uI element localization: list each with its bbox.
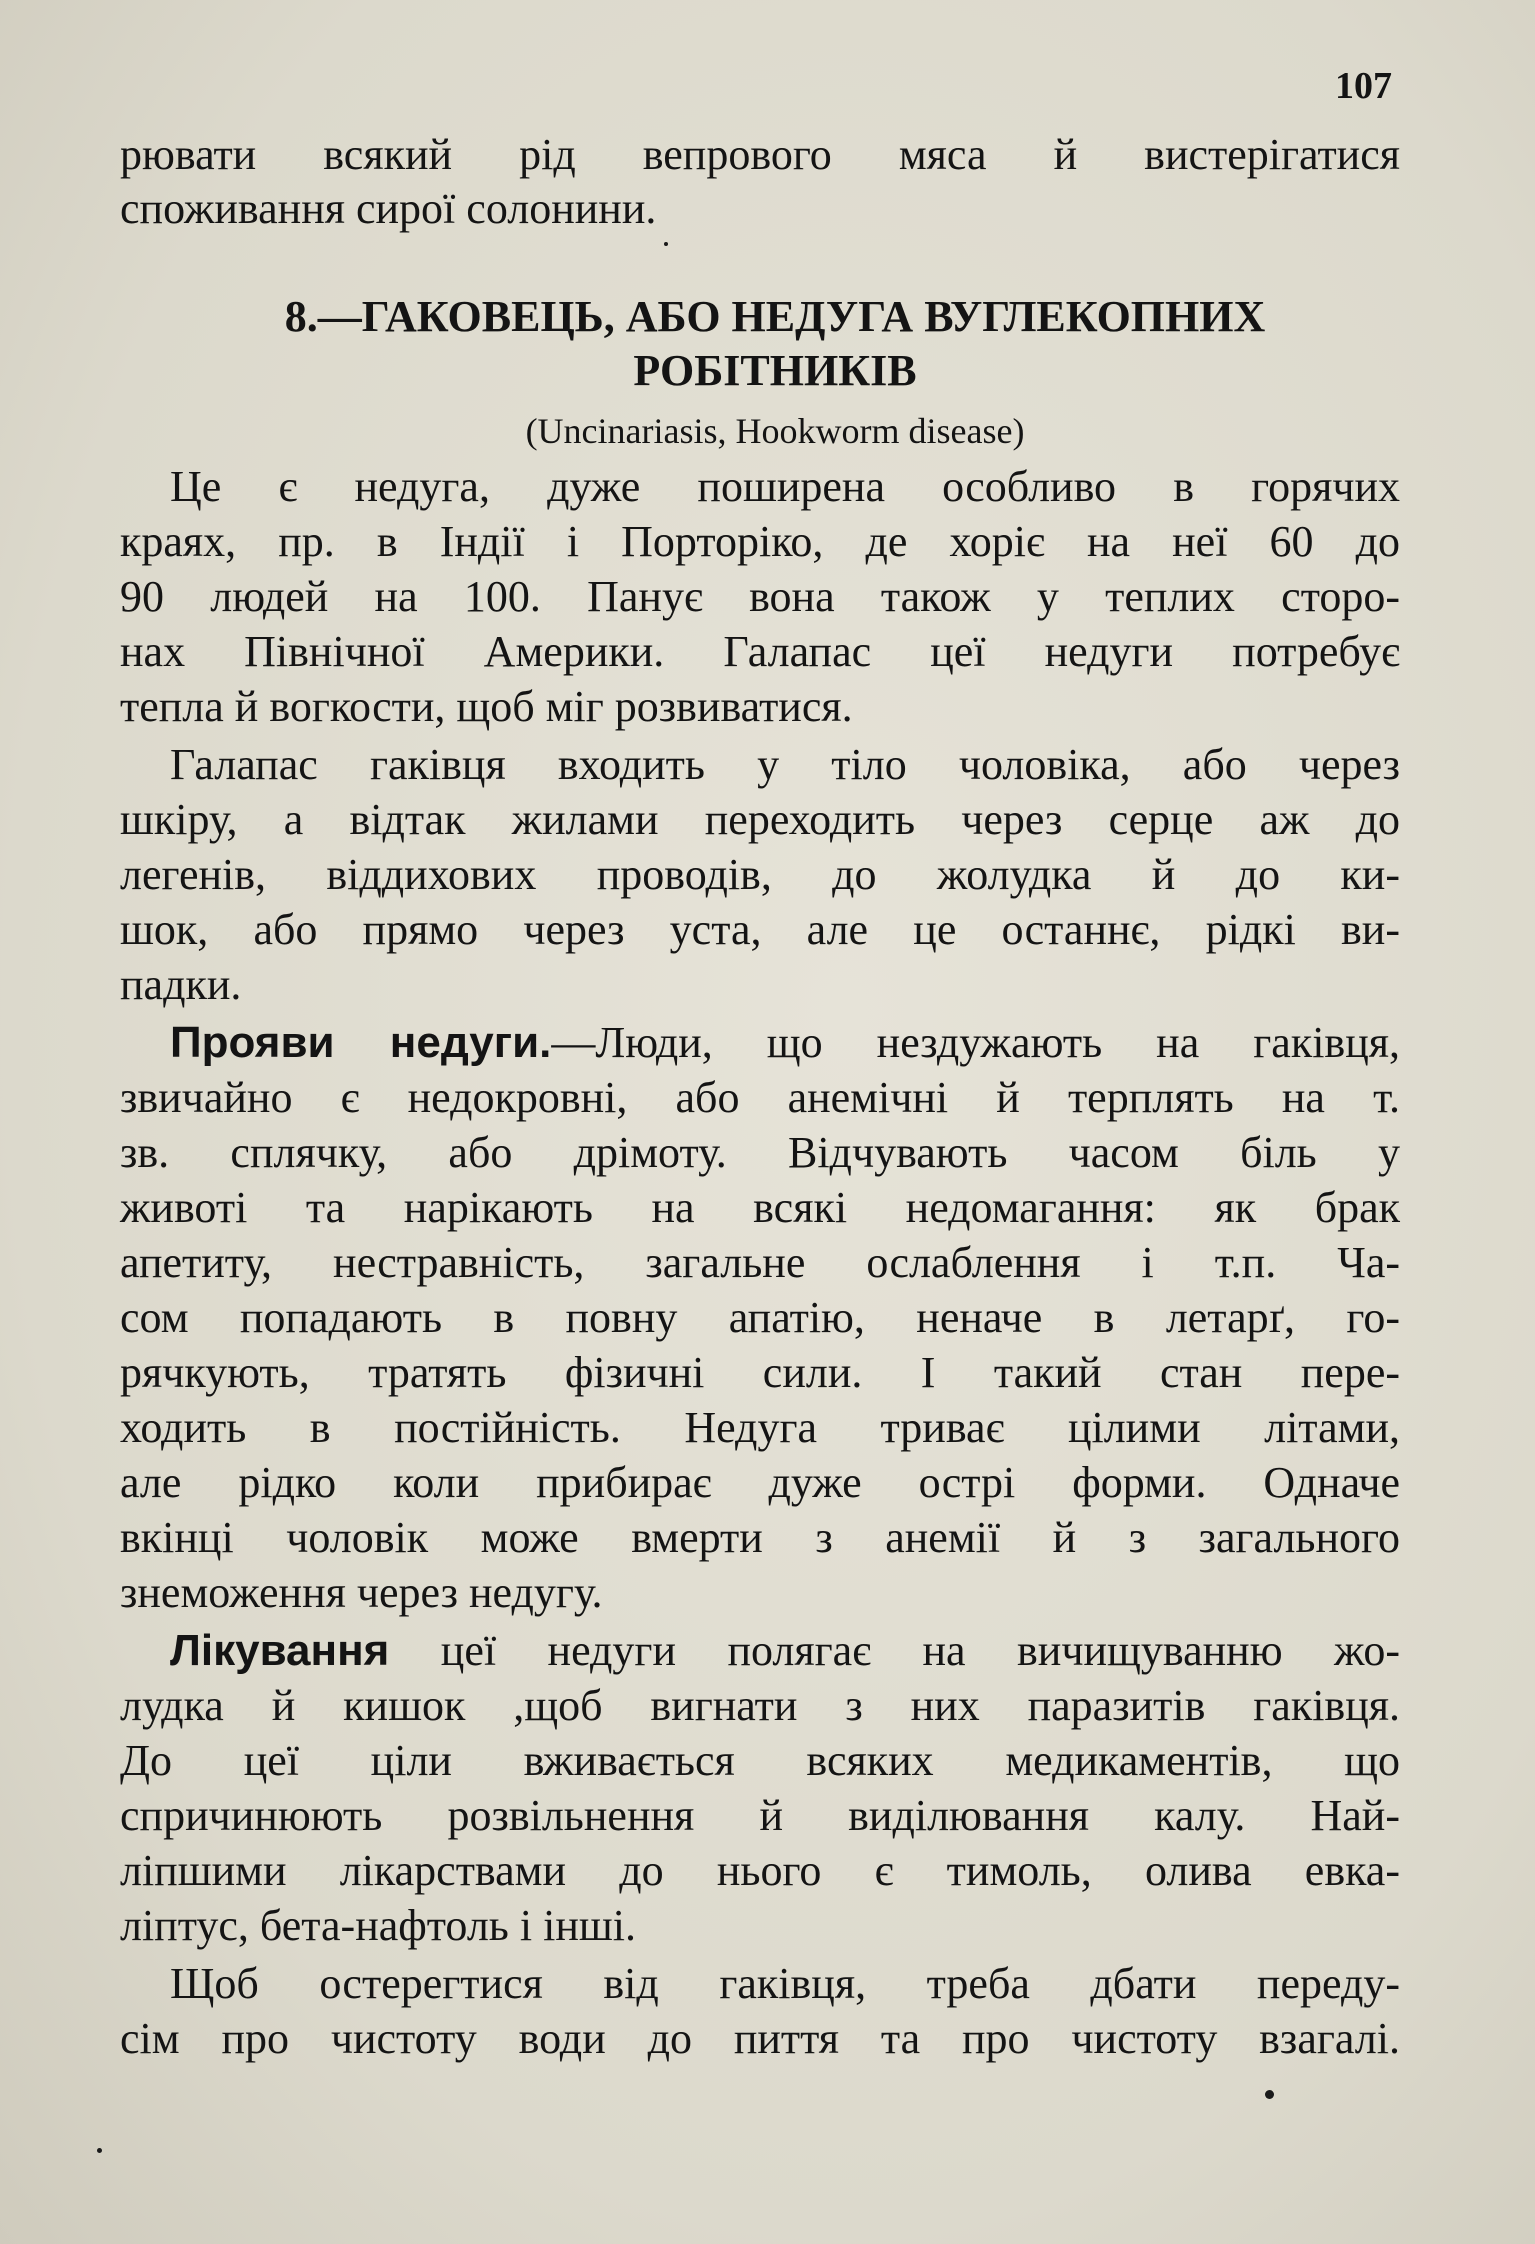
print-speck [97, 2148, 102, 2153]
text-line: але рідко коли прибирає дуже острі форми. Одначе [120, 1458, 1400, 1507]
text-line: тепла й вогкости, щоб міг розвиватися. [120, 682, 853, 731]
text-line: нах Північної Америки. Галапас цеї недуги потребує [120, 627, 1400, 676]
text-line [170, 1624, 1400, 1678]
text-line: легенів, віддихових проводів, до жолудка й до ки- [120, 850, 1400, 899]
text-line: Галапас гаківця входить у тіло чоловіка, або через [170, 740, 1400, 789]
inline-heading: Лікування [170, 1626, 390, 1675]
section-subtitle: (Uncinariasis, Hookworm disease) [525, 411, 1025, 451]
page-number: 107 [1335, 65, 1392, 107]
text-line: звичайно є недокровні, або анемічні й терплять на т. [120, 1073, 1400, 1122]
text-run: —Люди, що нездужають на гаківця, [551, 1018, 1400, 1067]
text-line: шок, або прямо через уста, але це останнє, рідкі ви- [120, 905, 1400, 954]
inline-heading: Прояви недуги. [170, 1018, 552, 1067]
text-line [170, 1016, 1400, 1070]
text-line: апетиту, нестравність, загальне ослаблення і т.п. Ча- [120, 1238, 1400, 1287]
text-line: краях, пр. в Індії і Порторіко, де хоріє на неї 60 до [120, 517, 1400, 566]
section-heading-line-2: РОБІТНИКІВ [633, 346, 917, 395]
text-line: спричинюють розвільнення й виділювання калу. Най- [120, 1791, 1400, 1840]
text-line: ходить в постійність. Недуга триває цілими літами, [120, 1403, 1400, 1452]
print-speck [664, 242, 668, 246]
text-run: цеї недуги полягає на вичищуванню жо- [389, 1626, 1400, 1675]
text-line: ліпшими лікарствами до нього є тимоль, олива евка- [120, 1846, 1400, 1895]
text-line: лудка й кишок ,щоб вигнати з них паразитів гаківця. [120, 1681, 1400, 1730]
text-line: Це є недуга, дуже поширена особливо в горячих [170, 462, 1400, 511]
text-line: животі та нарікають на всякі недомагання: як брак [120, 1183, 1400, 1232]
print-speck [1265, 2090, 1274, 2099]
text-line: шкіру, а відтак жилами переходить через серце аж до [120, 795, 1400, 844]
text-line: рювати всякий рід вепрового мяса й вистерігатися [120, 130, 1400, 179]
text-line: ліптус, бета-нафтоль і інші. [120, 1901, 636, 1950]
text-line: рячкують, тратять фізичні сили. І такий стан пере- [120, 1348, 1400, 1397]
text-line: Щоб остерегтися від гаківця, треба дбати переду- [170, 1959, 1400, 2008]
text-line: зв. сплячку, або дрімоту. Відчувають часом біль у [120, 1128, 1400, 1177]
text-line: споживання сирої солонини. [120, 184, 657, 233]
text-line: сом попадають в повну апатію, неначе в летарґ, го- [120, 1293, 1400, 1342]
text-line: До цеї ціли вживається всяких медикаментів, що [120, 1736, 1400, 1785]
text-line: сім про чистоту води до пиття та про чистоту взагалі. [120, 2014, 1400, 2063]
text-line: знеможення через недугу. [120, 1568, 603, 1617]
text-line: 90 людей на 100. Панує вона також у теплих сторо- [120, 572, 1400, 621]
text-line: падки. [120, 960, 242, 1009]
section-heading-line-1: 8.—ГАКОВЕЦЬ, АБО НЕДУГА ВУГЛЕКОПНИХ [284, 292, 1266, 341]
text-line: вкінці чоловік може вмерти з анемії й з загального [120, 1513, 1400, 1562]
